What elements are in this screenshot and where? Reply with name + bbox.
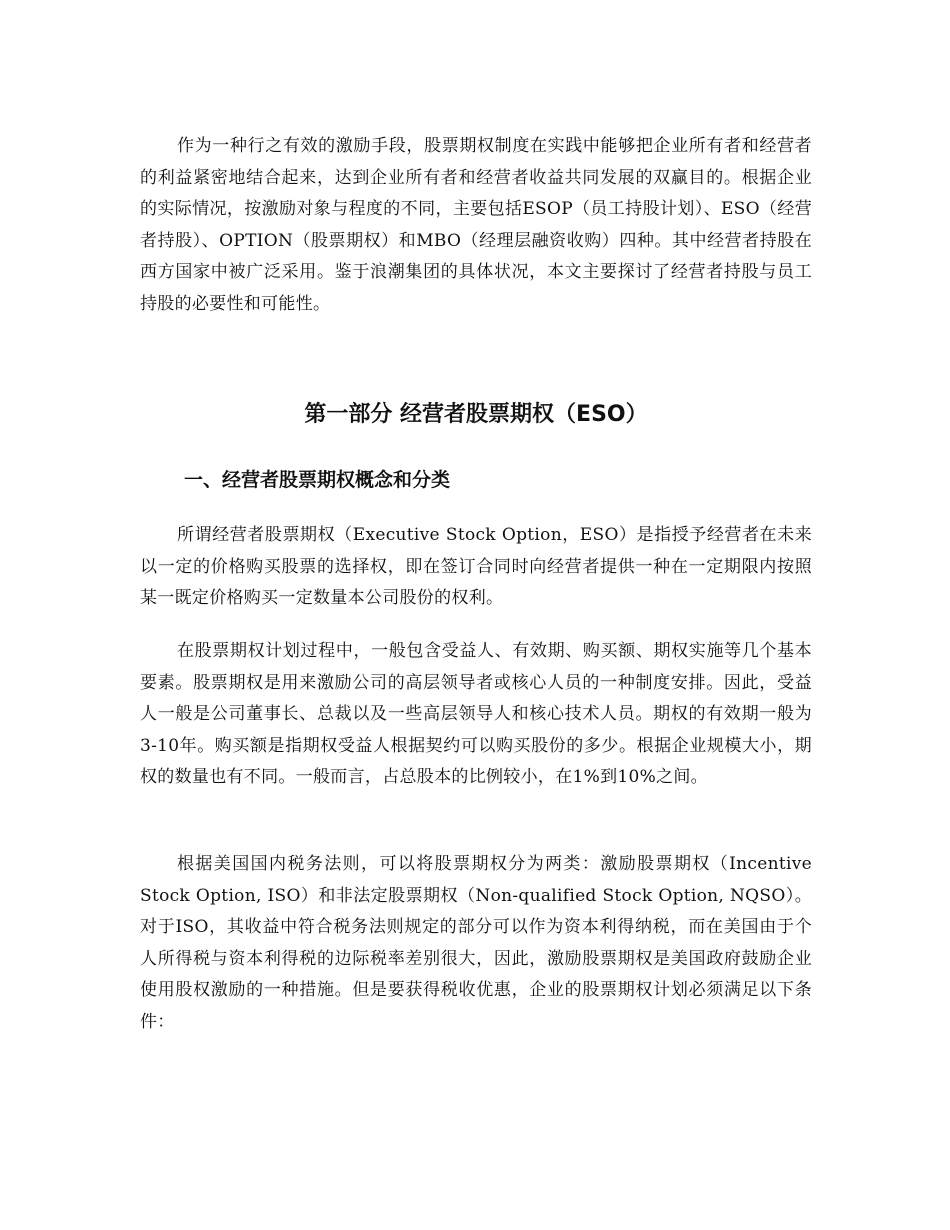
definition-paragraph: 所谓经营者股票期权（Executive Stock Option，ESO）是指授予经营者在未来以一定的价格购买股票的选择权，即在签订合同时向经营者提供一种在一定期限内按照某一既定价格购买一定数量本公司股份的权利。 [140,525,812,608]
intro-paragraph: 作为一种行之有效的激励手段，股票期权制度在实践中能够把企业所有者和经营者的利益紧密地结合起来，达到企业所有者和经营者收益共同发展的双赢目的。根据企业的实际情况，按激励对象与程度的不同，主要包括ESOP（员工持股计划）、ESO（经营者持股）、OPTION（股票期权）和MBO（经理层融资收购）四种。其中经营者持股在西方国家中被广泛采用。鉴于浪潮集团的具体状况，本文主要探讨了经营者持股与员工持股的必要性和可能性。 [140,136,812,314]
section-title: 一、经营者股票期权概念和分类 [184,469,451,491]
chapter-title: 第一部分 经营者股票期权（ESO） [304,402,648,427]
tax-paragraph: 根据美国国内税务法则，可以将股票期权分为两类：激励股票期权（Incentive Stock Option, ISO）和非法定股票期权（Non-qualified Stock Option, NQSO）。对于ISO，其收益中符合税务法则规定的部分可以作为资本利得纳税，而在美国由于个人所得税与资本利得税的边际税率差别很大，因此，激励股票期权是美国政府鼓励企业使用股权激励的一种措施。但是要获得税收优惠，企业的股票期权计划必须满足以下条件： [140,854,812,1032]
elements-paragraph: 在股票期权计划过程中，一般包含受益人、有效期、购买额、期权实施等几个基本要素。股票期权是用来激励公司的高层领导者或核心人员的一种制度安排。因此，受益人一般是公司董事长、总裁以及一些高层领导人和核心技术人员。期权的有效期一般为3-10年。购买额是指期权受益人根据契约可以购买股份的多少。根据企业规模大小，期权的数量也有不同。一般而言，占总股本的比例较小，在1%到10%之间。 [140,641,812,787]
